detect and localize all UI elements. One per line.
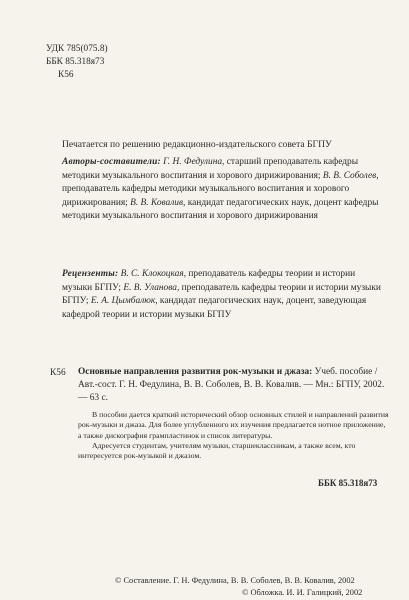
reviewer-description: , преподаватель кафедры теории и истории музыки БГПУ; [62,269,356,293]
biblio-code: К56 [50,368,66,378]
authors-block [62,156,382,224]
annotation-paragraph: Адресуется студентам, учителям музыки, старшеклассникам, а также всем, кто интересуется рок-музыкой и джазом. [78,440,356,461]
reviewers-label: Рецензенты: [62,269,119,279]
book-details: Учеб. пособие / Авт.-сост. Г. Н. Федулина, В. В. Соболев, В. В. Ковалив. — Мн.: БГПУ, 2002. — 63 с. [78,367,385,404]
udk-code: УДК 785(075.8) [46,44,108,54]
annotation [78,410,390,461]
author-name: В. В. Ковалив [130,197,184,208]
author-name: Г. Н. Федулина [163,157,223,167]
bbk-code: ББК 85.318я73 [46,57,105,67]
reviewers-block [62,268,382,322]
reviewer-description: , преподаватель кафедры теории и истории музыки БГПУ; [62,282,381,307]
publication-decree: Печатается по решению редакционно-издательского совета БГПУ [62,139,332,150]
copyright-cover: © Обложка. И. И. Галицкий, 2002 [242,588,363,597]
reviewer-description: , кандидат педагогических наук, доцент, заведующая кафедрой теории и истории музыки БГПУ [62,296,367,320]
annotation-paragraph: В пособии дается краткий исторический обзор основных стилей и направлений развития рок-музыки и джаза. Для более углубленного их изучения предлагается нотное приложение, а также дискография грампластинок и список литературы. [78,410,389,440]
author-name: В. В. Соболев [322,170,377,181]
reviewer-name: В. С. Клокоцкая [120,269,184,279]
reviewer-name: Е. А. Цымбалюк [90,296,156,307]
author-description: , кандидат педагогических наук, доцент кафедры методики музыкального воспитания и хорового дирижирования [62,197,379,222]
author-mark: К56 [58,70,74,80]
reviewer-name: Е. В. Уланова [123,282,177,293]
book-title: Основные направления развития рок-музыки и джаза: [78,367,313,377]
author-description: , старший преподаватель кафедры методики музыкального воспитания и хорового дирижирования; [62,157,359,181]
bibliographic-record [78,366,393,406]
bbk-code-bottom: ББК 85.318я73 [318,478,378,488]
copyright-compilation: © Составление. Г. Н. Федулина, В. В. Соболев, В. В. Ковалив, 2002 [115,576,355,585]
author-description: , преподаватель кафедры методики музыкального воспитания и хорового дирижирования; [62,170,379,208]
authors-label: Авторы-составители: [62,157,161,167]
